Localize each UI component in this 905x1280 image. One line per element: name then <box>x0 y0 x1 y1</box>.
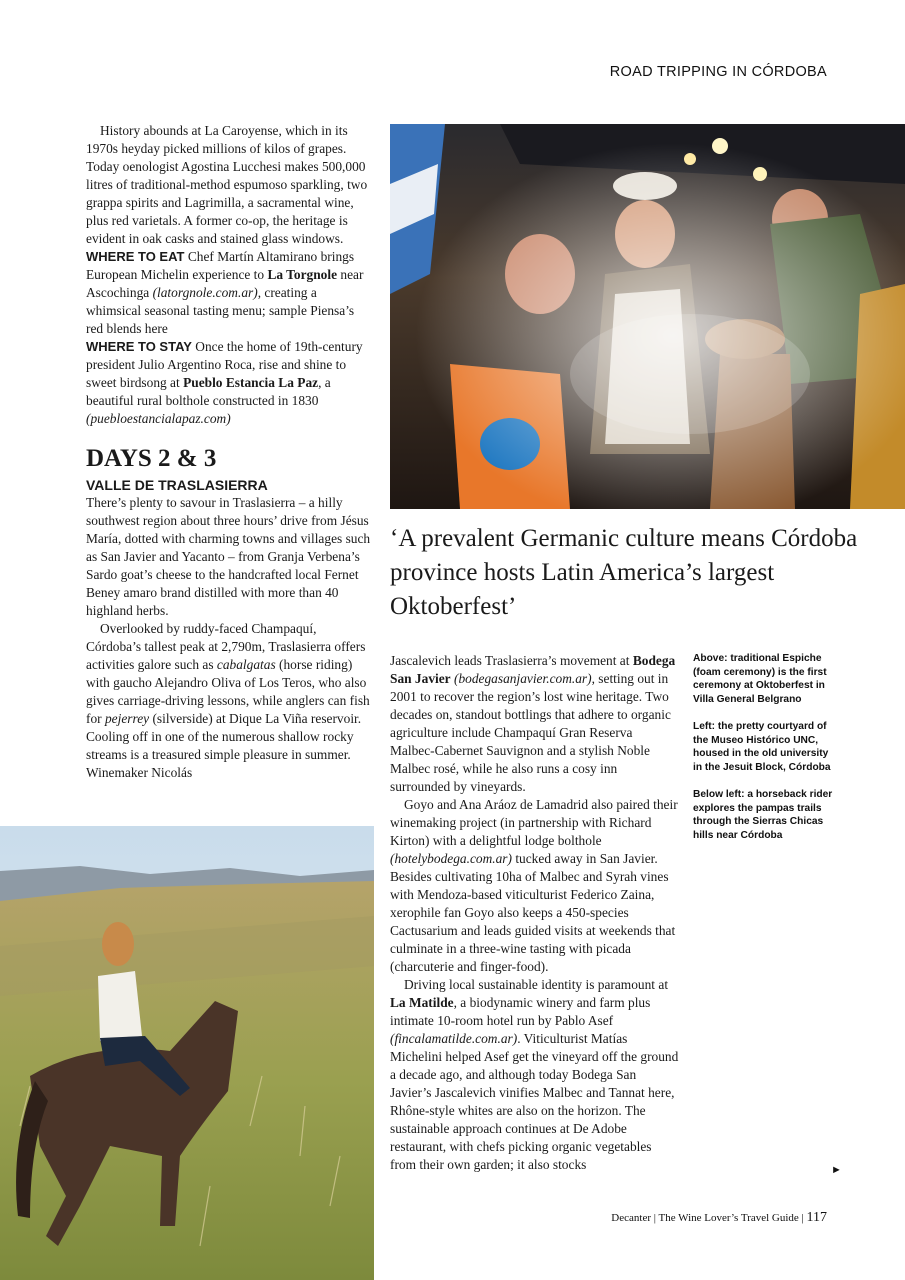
body-text: tucked away in San Javier. Besides cultivating 10ha of Malbec and Syrah vines with Mendoza-based viticulturist Federico Zaina, xerophile fan Goyo also keeps a 450-species Cactusarium and leads guided visits at weekends that culminate in a three-wine tasting with picada (charcuterie and finger-food). <box>390 851 676 974</box>
where-to-stay-label: WHERE TO STAY <box>86 339 192 354</box>
body-text: Goyo and Ana Aráoz de Lamadrid also paired their winemaking project (in partnership with Richard Kirton) with a delightful lodge bolthole <box>390 797 678 848</box>
middle-column <box>390 652 680 1174</box>
caption-left: Left: the pretty courtyard of the Museo Histórico UNC, housed in the old university in the Jesuit Block, Córdoba <box>693 721 831 773</box>
caption-above: Above: traditional Espiche (foam ceremony) is the first ceremony at Oktoberfest in Villa General Belgrano <box>693 653 827 705</box>
guide-name: The Wine Lover’s Travel Guide <box>658 1212 799 1224</box>
bodega-san-javier-paragraph <box>390 652 680 796</box>
publication-name: Decanter <box>611 1212 651 1224</box>
pueblo-url: (puebloestancialapaz.com) <box>86 411 231 426</box>
where-to-eat <box>86 248 374 338</box>
pull-quote: ‘A prevalent Germanic culture means Córdoba province hosts Latin America’s largest Oktoberfest’ <box>390 525 858 620</box>
body-text: Jascalevich leads Traslasierra’s movement at <box>390 653 633 668</box>
goyo-paragraph <box>390 796 680 976</box>
body-text: , setting out in 2001 to recover the region’s lost wine heritage. Two decades on, standout bottlings that adhere to organic agriculture include Champaquí Gran Reserva Malbec-Cabernet Sauvignon and a stylish Noble Malbec rosé, while he also runs a cosy inn surrounded by vineyards. <box>390 671 671 794</box>
la-matilde: La Matilde <box>390 995 454 1010</box>
where-to-stay <box>86 338 374 428</box>
eat-text: near Ascochinga <box>86 267 364 300</box>
photo-captions <box>693 652 833 856</box>
italic-term: cabalgatas <box>216 657 276 672</box>
body-text: Overlooked by ruddy-faced Champaquí, Córdoba’s tallest peak at 2,790m, Traslasierra offers activities galore such as <box>86 621 366 672</box>
page-number: 117 <box>806 1210 827 1225</box>
bodegasanjavier-url: (bodegasanjavier.com.ar) <box>450 671 592 686</box>
where-to-eat-label: WHERE TO EAT <box>86 249 185 264</box>
pueblo-estancia: Pueblo Estancia La Paz <box>183 375 319 390</box>
hotelybodega-url: (hotelybodega.com.ar) <box>390 851 512 866</box>
stay-text: Once the home of 19th-century president Julio Argentino Roca, rise and shine to sweet birdsong at <box>86 339 363 390</box>
fincalamatilde-url: (fincalamatilde.com.ar) <box>390 1031 518 1046</box>
la-matilde-paragraph <box>390 976 680 1174</box>
intro-paragraph: History abounds at La Caroyense, which in its 1970s heyday picked millions of kilos of grapes. Today oenologist Agostina Lucchesi makes 500,000 litres of traditional-method espumoso sparkling, two grappa spirits and Lagrimilla, a sacramental wine, plus red varietals. A former co-op, the heritage is evident in oak casks and stained glass windows. <box>86 123 368 246</box>
bodega-san-javier: Bodega San Javier <box>390 653 676 686</box>
la-torgnole: La Torgnole <box>267 267 338 282</box>
traslasierra-paragraph: There’s plenty to savour in Traslasierra – a hilly southwest region about three hours’ drive from Jésus María, dotted with charming towns and villages such as San Javier and Yacanto – from Granja Verbena’s Sardo goat’s cheese to the handcrafted local Fernet Beney amaro brand distilled with more than 40 highland herbs. <box>86 495 371 618</box>
body-text: (horse riding) with gaucho Alejandro Oliva of Los Teros, who also gives carriage-driving lessons, while anglers can fish for <box>86 657 370 726</box>
champaqui-paragraph <box>86 620 374 782</box>
days-heading: DAYS 2 & 3 <box>86 445 217 472</box>
caption-below-left: Below left: a horseback rider explores the pampas trails through the Sierras Chicas hills near Córdoba <box>693 789 833 841</box>
eat-text: , creating a whimsical seasonal tasting menu; sample Piensa’s red blends here <box>86 285 355 336</box>
body-text: Driving local sustainable identity is paramount at <box>404 977 669 992</box>
oktoberfest-photo <box>390 124 905 509</box>
latorgnole-url: (latorgnole.com.ar) <box>152 285 258 300</box>
continue-arrow-icon: ► <box>831 1164 842 1176</box>
region-heading: VALLE DE TRASLASIERRA <box>86 477 268 493</box>
left-column <box>86 122 374 782</box>
italic-term: pejerrey <box>104 711 150 726</box>
body-text: (silverside) at Dique La Viña reservoir. Cooling off in one of the numerous shallow rocky streams is a treasured simple pleasure in summer. Winemaker Nicolás <box>86 711 362 780</box>
page-footer: Decanter | The Wine Lover’s Travel Guide | 117 <box>611 1210 827 1225</box>
horseback-photo <box>0 826 374 1280</box>
section-title: ROAD TRIPPING IN CÓRDOBA <box>609 64 827 80</box>
body-text: , a biodynamic winery and farm plus intimate 10-room hotel run by Pablo Asef <box>390 995 651 1028</box>
stay-text: , a beautiful rural bolthole constructed in 1830 <box>86 375 331 408</box>
eat-text: Chef Martín Altamirano brings European Michelin experience to <box>86 249 355 282</box>
body-text: . Viticulturist Matías Michelini helped Asef get the vineyard off the ground a decade ago, and although today Bodega San Javier’s Jascalevich vinifies Malbec and Tannat here, Rhône-style whites are also on the horizon. The sustainable approach continues at De Adobe restaurant, with chefs picking organic vegetables from their own garden; it also stocks <box>390 1031 679 1172</box>
